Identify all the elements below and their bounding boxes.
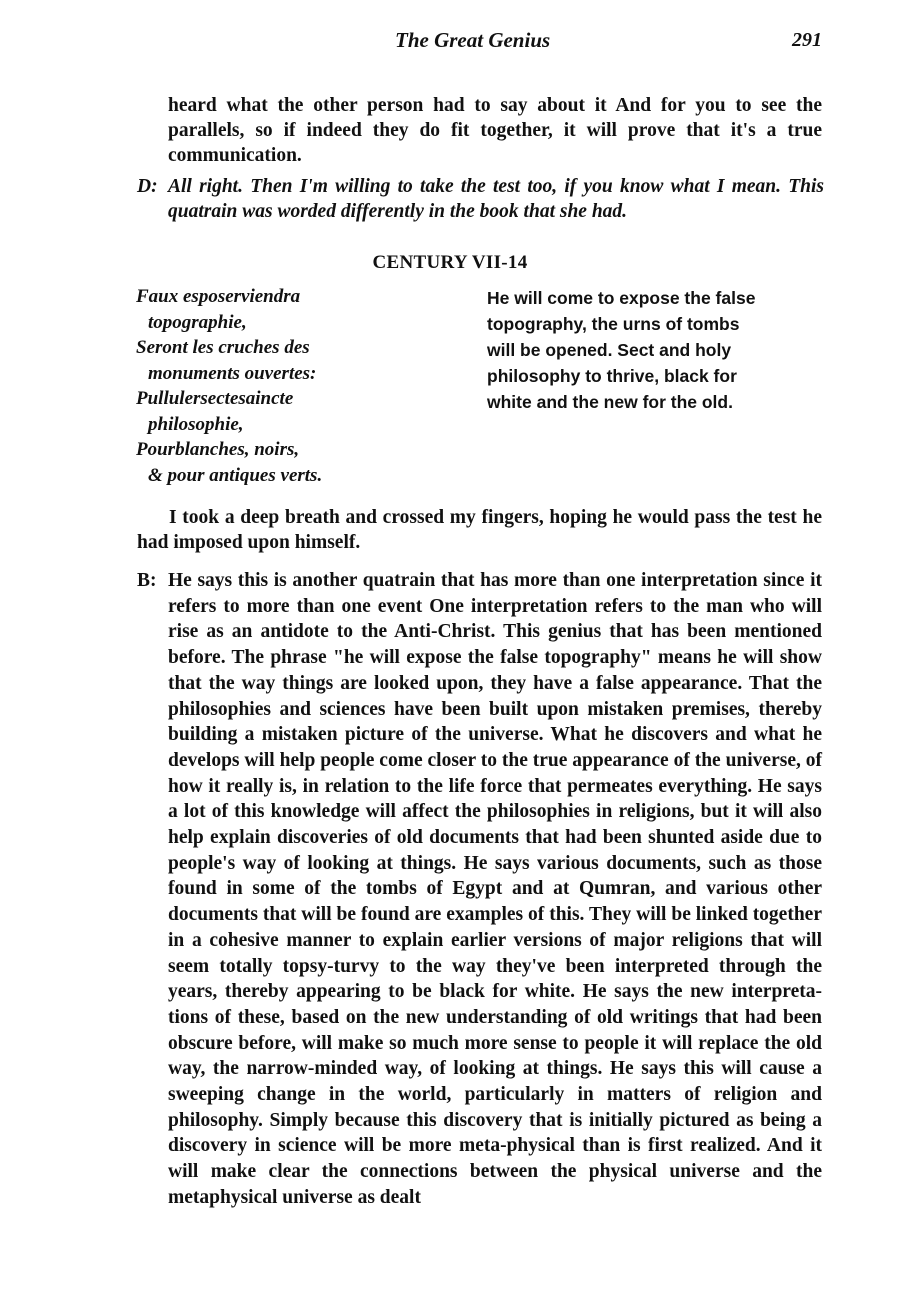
quatrain-french-line: Pullulersectesaincte bbox=[136, 388, 294, 409]
page-number: 291 bbox=[792, 29, 822, 51]
dialogue-d-text: All right. Then I'm willing to take the test too, if you know what I mean. This quatrain was worded differently in the book that she had. bbox=[168, 176, 824, 222]
quatrain-english-line: topography, the urns of tombs bbox=[487, 314, 740, 334]
quatrain-english-line: white and the new for the old. bbox=[487, 392, 733, 412]
quatrain-french bbox=[136, 284, 436, 488]
running-title: The Great Genius bbox=[395, 28, 551, 52]
quatrain-english-line: will be opened. Sect and holy bbox=[487, 340, 732, 360]
quatrain-french-line: Seront les cruches des bbox=[136, 337, 310, 358]
quatrain-french-line: monuments ouvertes: bbox=[148, 362, 317, 384]
speaker-label-b: B: bbox=[137, 570, 157, 591]
quatrain-english-line: philosophy to thrive, black for bbox=[487, 366, 737, 386]
quatrain-english bbox=[487, 285, 787, 415]
century-heading: CENTURY VII-14 bbox=[372, 252, 528, 273]
quatrain-french-line: & pour antiques verts. bbox=[148, 464, 323, 486]
intro-paragraph: heard what the other person had to say about it And for you to see the parallels, so if indeed they do fit together, it will prove that it's a true communication. bbox=[168, 95, 822, 166]
quatrain-french-line: philosophie, bbox=[148, 413, 244, 435]
dialogue-b-text: He says this is another quatrain that has more than one interpretation since it refers to more than one event One interpretation refers to the man who will rise as an antidote to the Anti-Christ. This genius that has been mentioned before. The phrase "he will expose the false topography" means he will show that the way things are looked upon, they have a false appearance. That the philosophies and sciences have been built upon mistaken premises, thereby building a mistaken picture of the universe. What he discovers and what he develops will help people come closer to the true appearance of the universe, of how it really is, in relation to the life force that permeates everything. He says a lot of this knowledge will affect the philosophies in religions, but it will also help explain discoveries of old documents that had been shunted aside due to people's way of looking at things. He says various documents, such as those found in some of the tombs of Egypt and at Qumran, and various other documents that will be found are examples of this. They will be linked together in a cohesive manner to explain earlier versions of major religions that will seem totally topsy-turvy to the way they've been interpreted through the years, thereby appearing to be black for white. He says the new interpreta-tions of these, based on the new understanding of old writings that had been obscure before, will make so much more sense to people it will replace the old way, the narrow-minded way, of looking at things. He says this will cause a sweeping change in the world, particularly in matters of religion and philosophy. Simply because this discovery that is initially pictured as being a discovery in science will be more meta-physical than is first realized. And it will make clear the connections between the physical universe and the metaphysical universe as dealt bbox=[168, 570, 822, 1208]
quatrain-french-line: topographie, bbox=[148, 311, 247, 333]
narration-paragraph: I took a deep breath and crossed my fingers, hoping he would pass the test he had imposed upon himself. bbox=[137, 507, 822, 553]
quatrain-french-line: Faux esposerviendra bbox=[136, 286, 301, 307]
running-header bbox=[0, 28, 900, 58]
quatrain-french-line: Pourblanches, noirs, bbox=[136, 439, 300, 460]
speaker-label-d: D: bbox=[137, 176, 158, 197]
quatrain-english-line: He will come to expose the false bbox=[487, 288, 756, 308]
